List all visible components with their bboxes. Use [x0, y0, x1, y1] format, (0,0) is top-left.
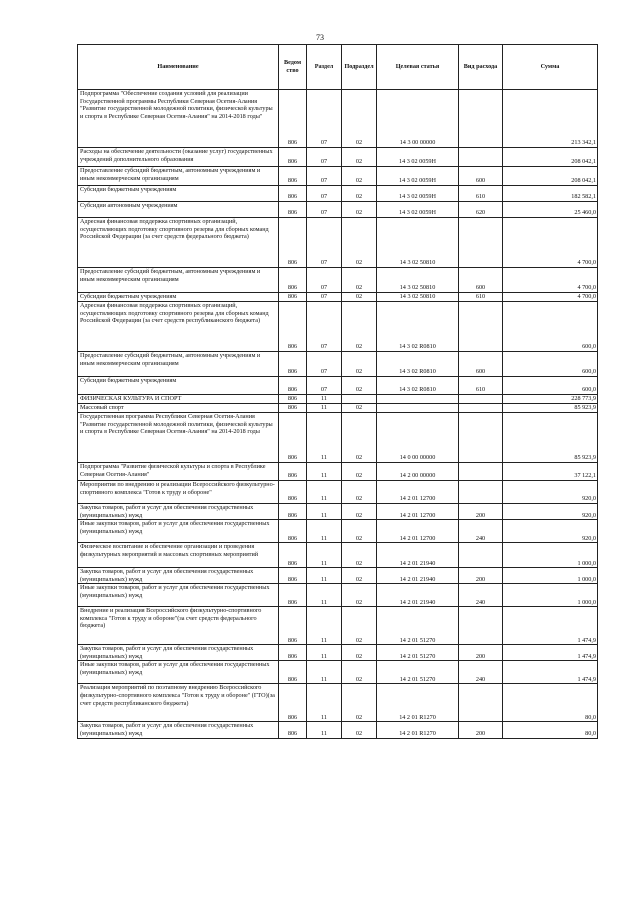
row-name: Подпрограмма "Обеспечение создания условий для реализации Государственной программы Республики Северная Осетия-Алания "Развитие государственной молодежной политики, физической культуры и спорта в Республике Северная Осетия-Алания" на 2014-2018 годы"	[78, 90, 279, 148]
row-subsection: 02	[342, 186, 377, 202]
row-section: 07	[307, 148, 342, 167]
row-expense-type	[459, 413, 503, 463]
row-expense-type: 600	[459, 352, 503, 377]
row-name: Субсидии бюджетным учреждениям	[78, 377, 279, 395]
table-row	[78, 218, 598, 268]
row-subsection: 02	[342, 568, 377, 584]
table-row	[78, 352, 598, 377]
row-expense-type: 610	[459, 293, 503, 302]
budget-table	[77, 44, 598, 739]
row-name: Массовый спорт	[78, 404, 279, 413]
row-target-article: 14 3 02 R0810	[377, 377, 459, 395]
row-department: 806	[279, 584, 307, 607]
row-name: Предоставление субсидий бюджетным, автономным учреждениям и иным некоммерческим организациям	[78, 167, 279, 186]
row-expense-type	[459, 543, 503, 568]
row-department: 806	[279, 293, 307, 302]
row-department: 806	[279, 543, 307, 568]
row-subsection: 02	[342, 413, 377, 463]
table-row	[78, 463, 598, 481]
row-department: 806	[279, 568, 307, 584]
row-section: 11	[307, 568, 342, 584]
row-target-article: 14 2 01 12700	[377, 520, 459, 543]
row-amount: 228 773,9	[503, 395, 598, 404]
row-expense-type: 200	[459, 722, 503, 738]
row-amount: 600,0	[503, 352, 598, 377]
row-amount: 1 000,0	[503, 568, 598, 584]
row-section: 11	[307, 504, 342, 520]
row-expense-type	[459, 302, 503, 352]
table-row	[78, 404, 598, 413]
row-subsection: 02	[342, 302, 377, 352]
row-section: 07	[307, 302, 342, 352]
row-target-article: 14 3 02 50810	[377, 218, 459, 268]
row-department: 806	[279, 202, 307, 218]
table-row	[78, 520, 598, 543]
row-name: Закупка товаров, работ и услуг для обеспечения государственных (муниципальных) нужд	[78, 645, 279, 661]
row-department: 806	[279, 645, 307, 661]
row-target-article: 14 2 01 12700	[377, 481, 459, 504]
table-row	[78, 568, 598, 584]
row-section: 11	[307, 584, 342, 607]
row-section: 11	[307, 520, 342, 543]
table-row	[78, 722, 598, 738]
row-target-article: 14 0 00 00000	[377, 413, 459, 463]
row-department: 806	[279, 268, 307, 293]
header-subsection: Подраздел	[342, 45, 377, 90]
header-department: Ведом ство	[279, 45, 307, 90]
row-expense-type: 200	[459, 645, 503, 661]
table-row	[78, 268, 598, 293]
row-subsection: 02	[342, 645, 377, 661]
row-section: 11	[307, 645, 342, 661]
row-section: 07	[307, 90, 342, 148]
row-subsection: 02	[342, 543, 377, 568]
row-department: 806	[279, 722, 307, 738]
row-section: 11	[307, 661, 342, 684]
row-target-article: 14 3 02 R0810	[377, 352, 459, 377]
row-target-article: 14 2 00 00000	[377, 463, 459, 481]
header-name: Наименование	[78, 45, 279, 90]
row-section: 11	[307, 607, 342, 645]
header-amount: Сумма	[503, 45, 598, 90]
row-target-article: 14 3 02 0059Н	[377, 167, 459, 186]
row-department: 806	[279, 463, 307, 481]
row-department: 806	[279, 218, 307, 268]
row-section: 11	[307, 684, 342, 722]
row-target-article: 14 3 02 50810	[377, 268, 459, 293]
row-section: 07	[307, 186, 342, 202]
row-target-article: 14 2 01 21940	[377, 568, 459, 584]
row-name: Мероприятия по внедрению и реализации Всероссийского физкультурно-спортивного комплекса "Готов к труду и обороне"	[78, 481, 279, 504]
row-department: 806	[279, 167, 307, 186]
row-expense-type	[459, 218, 503, 268]
row-section: 11	[307, 481, 342, 504]
row-name: Субсидии автономным учреждениям	[78, 202, 279, 218]
table-row	[78, 148, 598, 167]
row-amount: 1 000,0	[503, 584, 598, 607]
row-target-article: 14 3 02 R0810	[377, 302, 459, 352]
row-amount: 1 474,9	[503, 661, 598, 684]
row-section: 07	[307, 202, 342, 218]
row-amount: 80,0	[503, 722, 598, 738]
row-subsection: 02	[342, 293, 377, 302]
row-department: 806	[279, 413, 307, 463]
row-target-article: 14 3 02 0059Н	[377, 186, 459, 202]
row-amount: 4 700,0	[503, 293, 598, 302]
row-department: 806	[279, 186, 307, 202]
row-subsection: 02	[342, 584, 377, 607]
table-row	[78, 481, 598, 504]
row-section: 11	[307, 404, 342, 413]
table-row	[78, 202, 598, 218]
row-target-article: 14 2 01 21940	[377, 584, 459, 607]
row-expense-type: 200	[459, 568, 503, 584]
row-department: 806	[279, 395, 307, 404]
row-expense-type	[459, 404, 503, 413]
row-subsection: 02	[342, 661, 377, 684]
row-amount: 4 700,0	[503, 218, 598, 268]
row-target-article: 14 2 01 51270	[377, 661, 459, 684]
row-subsection: 02	[342, 167, 377, 186]
row-expense-type: 240	[459, 520, 503, 543]
row-department: 806	[279, 684, 307, 722]
row-subsection: 02	[342, 148, 377, 167]
row-expense-type	[459, 148, 503, 167]
row-expense-type	[459, 684, 503, 722]
table-row	[78, 293, 598, 302]
row-name: Иные закупки товаров, работ и услуг для обеспечения государственных (муниципальных) нужд	[78, 520, 279, 543]
row-target-article: 14 3 02 0059Н	[377, 148, 459, 167]
row-expense-type	[459, 481, 503, 504]
row-amount: 208 042,1	[503, 148, 598, 167]
row-name: Расходы на обеспечение деятельности (оказание услуг) государственных учреждений дополнительного образования	[78, 148, 279, 167]
row-expense-type	[459, 90, 503, 148]
row-target-article	[377, 395, 459, 404]
row-section: 07	[307, 218, 342, 268]
header-expense-type: Вид расхода	[459, 45, 503, 90]
row-name: Предоставление субсидий бюджетным, автономным учреждениям и иным некоммерческим организациям	[78, 352, 279, 377]
row-section: 11	[307, 395, 342, 404]
row-name: Физическое воспитание и обеспечение организации и проведения физкультурных мероприятий и массовых спортивных мероприятий	[78, 543, 279, 568]
table-row	[78, 504, 598, 520]
row-amount: 85 923,9	[503, 413, 598, 463]
row-amount: 1 000,0	[503, 543, 598, 568]
row-subsection: 02	[342, 202, 377, 218]
row-amount: 182 582,1	[503, 186, 598, 202]
row-target-article: 14 2 01 51270	[377, 607, 459, 645]
table-row	[78, 413, 598, 463]
row-expense-type: 600	[459, 268, 503, 293]
row-subsection: 02	[342, 377, 377, 395]
row-expense-type	[459, 607, 503, 645]
row-expense-type: 610	[459, 377, 503, 395]
row-target-article: 14 3 02 0059Н	[377, 202, 459, 218]
row-subsection: 02	[342, 90, 377, 148]
row-amount: 600,0	[503, 302, 598, 352]
row-expense-type	[459, 395, 503, 404]
row-amount: 208 042,1	[503, 167, 598, 186]
row-subsection: 02	[342, 481, 377, 504]
row-subsection: 02	[342, 504, 377, 520]
row-target-article: 14 2 01 R1270	[377, 722, 459, 738]
table-row	[78, 395, 598, 404]
row-department: 806	[279, 352, 307, 377]
row-department: 806	[279, 404, 307, 413]
row-section: 11	[307, 463, 342, 481]
row-subsection: 02	[342, 684, 377, 722]
header-section: Раздел	[307, 45, 342, 90]
row-amount: 920,0	[503, 520, 598, 543]
row-expense-type: 200	[459, 504, 503, 520]
row-subsection	[342, 395, 377, 404]
row-name: Иные закупки товаров, работ и услуг для обеспечения государственных (муниципальных) нужд	[78, 661, 279, 684]
row-subsection: 02	[342, 404, 377, 413]
row-subsection: 02	[342, 722, 377, 738]
row-amount: 213 342,1	[503, 90, 598, 148]
table-row	[78, 607, 598, 645]
row-section: 07	[307, 268, 342, 293]
row-section: 07	[307, 293, 342, 302]
row-name: Субсидии бюджетным учреждениям	[78, 293, 279, 302]
table-row	[78, 167, 598, 186]
row-name: Закупка товаров, работ и услуг для обеспечения государственных (муниципальных) нужд	[78, 568, 279, 584]
row-department: 806	[279, 481, 307, 504]
row-expense-type	[459, 463, 503, 481]
table-header-row	[78, 45, 598, 90]
row-subsection: 02	[342, 268, 377, 293]
row-expense-type: 600	[459, 167, 503, 186]
row-target-article: 14 2 01 R1270	[377, 684, 459, 722]
row-target-article: 14 3 02 50810	[377, 293, 459, 302]
row-amount: 920,0	[503, 481, 598, 504]
row-expense-type: 620	[459, 202, 503, 218]
row-name: Реализация мероприятий по поэтапному внедрению Всероссийского физкультурно-спортивного комплекса "Готов к труду и обороне" (ГТО)(за счет средств республиканского бюджета)	[78, 684, 279, 722]
table-row	[78, 661, 598, 684]
row-target-article	[377, 404, 459, 413]
row-amount: 37 122,1	[503, 463, 598, 481]
row-department: 806	[279, 302, 307, 352]
row-section: 11	[307, 722, 342, 738]
row-department: 806	[279, 607, 307, 645]
row-department: 806	[279, 148, 307, 167]
table-row	[78, 377, 598, 395]
row-amount: 1 474,9	[503, 645, 598, 661]
row-section: 11	[307, 413, 342, 463]
row-name: Адресная финансовая поддержка спортивных организаций, осуществляющих подготовку спортивного резерва для сборных команд Российской Федерации (за счет средств республиканского бюджета)	[78, 302, 279, 352]
row-target-article: 14 2 01 21940	[377, 543, 459, 568]
row-name: Адресная финансовая поддержка спортивных организаций, осуществляющих подготовку спортивного резерва для сборных команд Российской Федерации (за счет средств федерального бюджета)	[78, 218, 279, 268]
row-section: 07	[307, 167, 342, 186]
row-name: Закупка товаров, работ и услуг для обеспечения государственных (муниципальных) нужд	[78, 504, 279, 520]
row-name: Предоставление субсидий бюджетным, автономным учреждениям и иным некоммерческим организациям	[78, 268, 279, 293]
table-row	[78, 302, 598, 352]
row-subsection: 02	[342, 607, 377, 645]
row-expense-type: 240	[459, 584, 503, 607]
row-name: Иные закупки товаров, работ и услуг для обеспечения государственных (муниципальных) нужд	[78, 584, 279, 607]
row-amount: 1 474,9	[503, 607, 598, 645]
table-row	[78, 645, 598, 661]
row-department: 806	[279, 504, 307, 520]
row-name: Закупка товаров, работ и услуг для обеспечения государственных (муниципальных) нужд	[78, 722, 279, 738]
row-section: 07	[307, 352, 342, 377]
row-subsection: 02	[342, 352, 377, 377]
row-name: Государственная программа Республики Северная Осетия-Алания "Развитие государственной молодежной политики, физической культуры и спорта в Республике Северная Осетия-Алания" на 2014-2018 годы	[78, 413, 279, 463]
table-row	[78, 186, 598, 202]
row-amount: 80,0	[503, 684, 598, 722]
row-department: 806	[279, 520, 307, 543]
row-amount: 4 700,0	[503, 268, 598, 293]
row-subsection: 02	[342, 520, 377, 543]
row-department: 806	[279, 661, 307, 684]
row-expense-type: 610	[459, 186, 503, 202]
row-target-article: 14 2 01 51270	[377, 645, 459, 661]
row-name: Внедрение и реализация Всероссийского физкультурно-спортивного комплекса "Готов к труду и обороне"(за счет средств федерального бюджета)	[78, 607, 279, 645]
table-row	[78, 584, 598, 607]
row-section: 11	[307, 543, 342, 568]
row-expense-type: 240	[459, 661, 503, 684]
row-amount: 600,0	[503, 377, 598, 395]
row-target-article: 14 2 01 12700	[377, 504, 459, 520]
table-row	[78, 90, 598, 148]
row-subsection: 02	[342, 463, 377, 481]
row-name: Подпрограмма "Развитие физической культуры и спорта в Республике Северная Осетия-Алания"	[78, 463, 279, 481]
page-number: 73	[316, 33, 324, 42]
row-department: 806	[279, 90, 307, 148]
row-name: ФИЗИЧЕСКАЯ КУЛЬТУРА И СПОРТ	[78, 395, 279, 404]
row-target-article: 14 3 00 00000	[377, 90, 459, 148]
header-target-article: Целевая статья	[377, 45, 459, 90]
row-subsection: 02	[342, 218, 377, 268]
table-row	[78, 543, 598, 568]
row-amount: 920,0	[503, 504, 598, 520]
row-amount: 25 460,0	[503, 202, 598, 218]
row-section: 07	[307, 377, 342, 395]
table-row	[78, 684, 598, 722]
row-department: 806	[279, 377, 307, 395]
row-name: Субсидии бюджетным учреждениям	[78, 186, 279, 202]
row-amount: 85 923,9	[503, 404, 598, 413]
